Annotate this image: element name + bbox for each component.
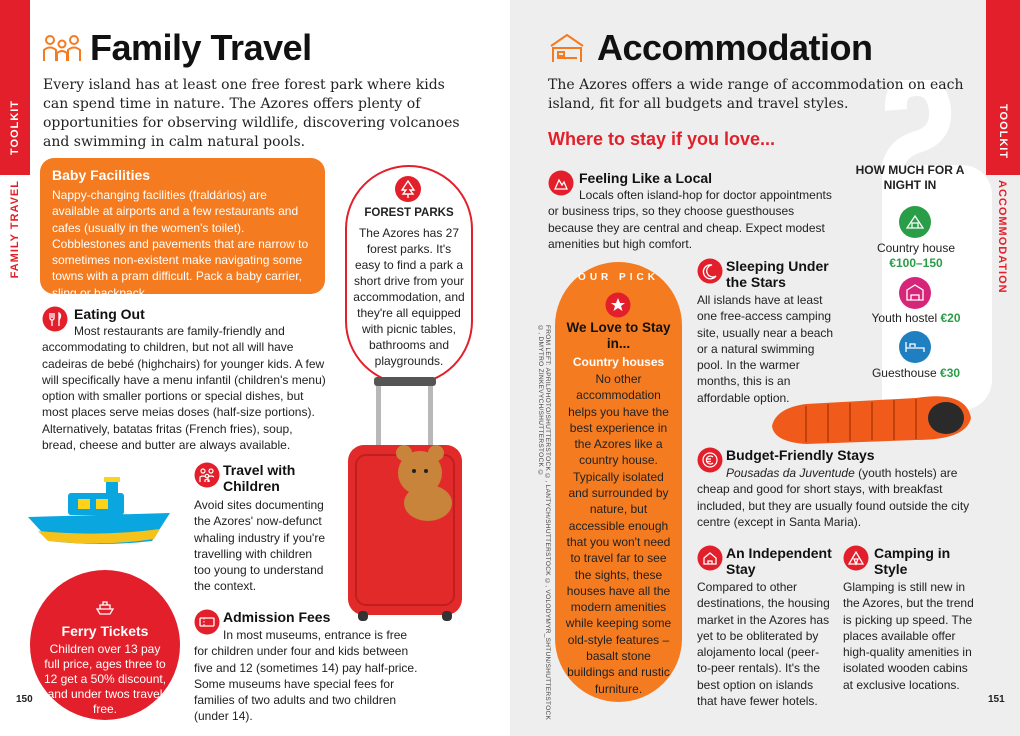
- star-icon: [605, 292, 631, 323]
- accommodation-intro: The Azores offers a wide range of accommodation on each island, fit for all budgets and travel styles.: [548, 77, 964, 112]
- budget-text-block: [697, 465, 977, 530]
- moon-icon: [697, 258, 723, 289]
- stars-title: Sleeping Under the Stars: [726, 258, 829, 290]
- admission-text: In most museums, entrance is free for children under four and kids between five and 12 (sometimes 14) pay half-price. Some museums have special fees for families of two adults and two children (under 14).: [194, 628, 418, 724]
- house-icon: [697, 545, 723, 576]
- stars-text: All islands have at least one free-access camping site, usually near a beach or a natural swimming pool. In the warmer months, this is an affordable option.: [697, 293, 834, 405]
- pick-title: We Love to Stay in...: [566, 320, 671, 351]
- page-title: Family Travel: [90, 27, 312, 68]
- price-title: HOW MUCH FOR A NIGHT IN: [855, 163, 965, 192]
- price-label-0: Country house: [876, 241, 956, 255]
- photo-credits: FROM LEFT: APRILPHOTO/SHUTTERSTOCK ©, LANTYCH/SHUTTERSTOCK ©, VOLODYMYR_SHTUN/SHUTTERSTOCK ©, DMYTRO ZINKEVYCH/SHUTTERSTOCK ©: [537, 325, 551, 721]
- travel-text: Avoid sites documenting the Azores' now-defunct whaling industry if you're travelling with children too young to understand the context.: [194, 498, 326, 594]
- children-icon: [194, 462, 220, 493]
- eating-text: Most restaurants are family-friendly and accommodating to children, but not all will have cadeiras de bebé (highchairs) for younger kids. A few will specifically have a menu infantil (children's menu) option with smaller portions or special dishes, but most places serve meias doses (half-size portions). Alternatively, batatas fritas (French fries), soup, bread, cheese and butter are always available.: [42, 324, 326, 453]
- price-label-2: Guesthouse: [871, 366, 937, 380]
- eating-text-1: [42, 323, 326, 453]
- budget-em: Pousadas da Juventude: [726, 466, 855, 480]
- where-heading: Where to stay if you love...: [548, 129, 776, 149]
- baby-text: Nappy-changing facilities (fraldários) are available at airports and a few restaurants and cafes (usually in the women's toilet). Cobblestones and pavements that are narrow to sometimes non-existent make navigating some towns with a pram difficult. Pack a baby carrier, sling or backpack.: [52, 188, 309, 300]
- admission-title: Admission Fees: [223, 609, 331, 625]
- section-label-right: ACCOMMODATION: [996, 180, 1008, 294]
- guesthouse-icon: [898, 330, 932, 369]
- budget-title: Budget-Friendly Stays: [726, 447, 875, 463]
- ferry-text: Children over 13 pay full price, ages three to 12 get a 50% discount, and under twos travel free.: [43, 642, 167, 716]
- toolkit-label: TOOLKIT: [9, 100, 21, 156]
- budget-text: (youth hostels) are cheap and good for short stays, with breakfast included, but they are usually found outside the city centre (except in Santa Maria).: [697, 466, 970, 529]
- price-value-1: €20: [940, 311, 961, 325]
- camping-text: Glamping is still new in the Azores, but the trend is picking up speed. The places available offer high-quality amenities in isolated wooden cabins at exclusive locations.: [843, 580, 974, 692]
- price-row-2: [855, 366, 977, 380]
- local-text: Locals often island-hop for doctor appointments or business trips, so they choose guesthouses because they are central and cheap. Expect modest amenities but high comfort.: [548, 188, 832, 251]
- intro: Every island has at least one free forest park where kids can spend time in nature. The Azores offers plenty of opportunities for observing wildlife, discovering volcanoes and swimming in calm natural pools.: [43, 77, 460, 150]
- forest-text: The Azores has 27 forest parks. It's easy to find a park a short drive from your accommodation, and they're all equipped with picnic tables, bathrooms and playgrounds.: [353, 226, 465, 368]
- youth-hostel-icon: [898, 276, 932, 315]
- toolkit-tab-left: [0, 0, 30, 175]
- our-pick-box: [555, 262, 682, 702]
- page-number-right: 151: [988, 694, 1005, 705]
- independent-title: An Independent Stay: [726, 545, 832, 577]
- ferry-tickets-circle: [30, 570, 180, 720]
- tent-icon: [843, 545, 869, 576]
- family-icon: [42, 33, 82, 68]
- bed-icon: [548, 32, 586, 69]
- toolkit-tab-right: [986, 0, 1020, 175]
- price-label-1: Youth hostel: [871, 311, 938, 325]
- forest-parks-box: [345, 165, 473, 385]
- eating-title: Eating Out: [74, 306, 145, 322]
- independent-text: Compared to other destinations, the housing market in the Azores has yet to be obliterated by alojamento local (peer-to-peer rentals). It's the best option on islands that have fewer hotels.: [697, 580, 830, 709]
- local-title: Feeling Like a Local: [579, 170, 713, 186]
- baby-facilities-box: [40, 158, 325, 300]
- tree-icon: [394, 175, 422, 208]
- toolkit-label-right: TOOLKIT: [997, 104, 1009, 160]
- page-number-left: 150: [16, 694, 33, 705]
- country-house-icon: [898, 205, 932, 244]
- our-pick-label: OUR PICK: [578, 272, 659, 283]
- camping-title: Camping in Style: [874, 545, 951, 577]
- price-value-2: €30: [940, 366, 961, 380]
- suitcase-image: [340, 375, 490, 630]
- baby-title: Baby Facilities: [52, 167, 151, 183]
- pick-subtitle: Country houses: [572, 355, 665, 369]
- ferry-title: Ferry Tickets: [61, 623, 149, 639]
- ferry-icon: [95, 600, 115, 621]
- forest-title: FOREST PARKS: [364, 207, 454, 219]
- accommodation-title: Accommodation: [597, 27, 873, 68]
- toy-boat-image: [20, 475, 180, 560]
- travel-title: Travel with Children: [223, 462, 296, 494]
- price-row-1: [855, 311, 977, 325]
- price-value-0: €100–150: [889, 256, 943, 270]
- pick-text: No other accommodation helps you have the best experience in the Azores like a country house. Typically isolated and surrounded by nature, but accessible enough that you won't need to travel far to see the sights, these houses have all the modern amenities while keeping some old-style features – basalt stone buildings and rustic furniture.: [565, 372, 672, 696]
- section-label: FAMILY TRAVEL: [9, 180, 21, 279]
